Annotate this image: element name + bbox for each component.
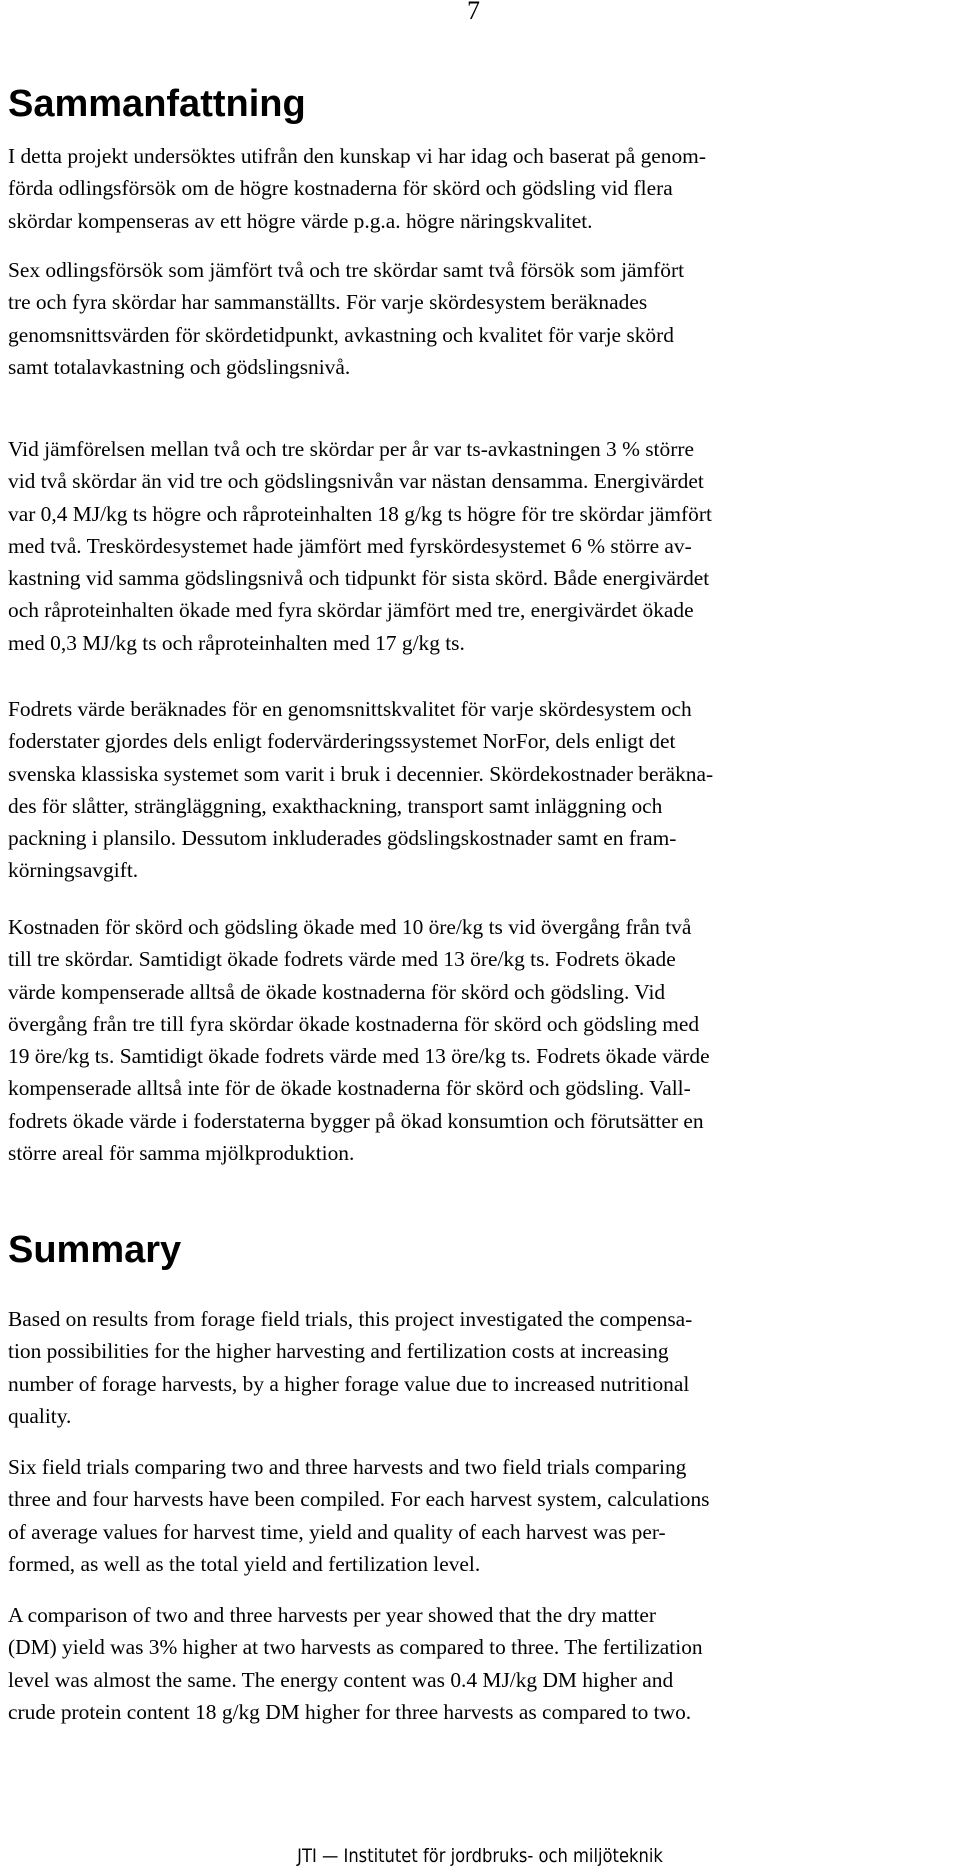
text-line: vid två skördar än vid tre och gödslingsnivån var nästan densamma. Energivärdet [8, 469, 704, 494]
text-line: of average values for harvest time, yield and quality of each harvest was per- [8, 1519, 666, 1544]
text-line: övergång från tre till fyra skördar ökade kostnaderna för skörd och gödsling med [8, 1011, 700, 1036]
text-line: tion possibilities for the higher harvesting and fertilization costs at increasing [8, 1339, 669, 1364]
text-line: kompenserade alltså inte för de ökade kostnaderna för skörd och gödsling. Vall- [8, 1076, 691, 1101]
text-line: samt totalavkastning och gödslingsnivå. [8, 354, 351, 379]
text-line: packning i plansilo. Dessutom inkluderades gödslingskostnader samt en fram- [8, 826, 677, 851]
sv-paragraph-2 [8, 254, 956, 383]
text-line: och råproteinhalten ökade med fyra skördar jämfört med tre, energivärdet ökade [8, 598, 694, 623]
text-line: genomsnittsvärden för skördetidpunkt, avkastning och kvalitet för varje skörd [8, 322, 674, 347]
text-line: level was almost the same. The energy content was 0.4 MJ/kg DM higher and [8, 1667, 674, 1692]
text-line: I detta projekt undersöktes utifrån den kunskap vi har idag och baserat på genom- [8, 144, 706, 168]
page-footer: JTI — Institutet för jordbruks- och miljöteknik [297, 1845, 663, 1867]
text-line: Six field trials comparing two and three harvests and two field trials comparing [8, 1455, 687, 1479]
heading-sammanfattning: Sammanfattning [8, 83, 306, 125]
text-line: 19 öre/kg ts. Samtidigt ökade fodrets värde med 13 öre/kg ts. Fodrets ökade värde [8, 1044, 710, 1069]
sv-paragraph-3 [8, 433, 956, 659]
text-line: värde kompenserade alltså de ökade kostnaderna för skörd och gödsling. Vid [8, 979, 666, 1004]
text-line: med 0,3 MJ/kg ts och råproteinhalten med 17 g/kg ts. [8, 630, 465, 655]
page-number: 7 [467, 0, 480, 25]
text-line: formed, as well as the total yield and fertilization level. [8, 1551, 481, 1576]
text-line: var 0,4 MJ/kg ts högre och råproteinhalten 18 g/kg ts högre för tre skördar jämfört [8, 501, 712, 526]
text-line: (DM) yield was 3% higher at two harvests as compared to three. The fertilization [8, 1635, 703, 1660]
text-line: crude protein content 18 g/kg DM higher for three harvests as compared to two. [8, 1699, 692, 1724]
en-paragraph-2 [8, 1451, 956, 1580]
text-line: skördar kompenseras av ett högre värde p.g.a. högre näringskvalitet. [8, 208, 593, 233]
text-line: förda odlingsförsök om de högre kostnaderna för skörd och gödsling vid flera [8, 176, 673, 201]
text-line: foderstater gjordes dels enligt fodervärderingssystemet NorFor, dels enligt det [8, 729, 676, 754]
text-line: three and four harvests have been compiled. For each harvest system, calculations [8, 1487, 710, 1512]
text-line: med två. Treskördesystemet hade jämfört med fyrskördesystemet 6 % större av- [8, 533, 692, 558]
text-line: Vid jämförelsen mellan två och tre skördar per år var ts-avkastningen 3 % större [8, 437, 694, 461]
text-line: Fodrets värde beräknades för en genomsnittskvalitet för varje skördesystem och [8, 697, 692, 721]
text-line: quality. [8, 1403, 72, 1428]
text-line: till tre skördar. Samtidigt ökade fodrets värde med 13 öre/kg ts. Fodrets ökade [8, 947, 676, 972]
text-line: svenska klassiska systemet som varit i bruk i decennier. Skördekostnader beräkna- [8, 761, 714, 786]
sv-paragraph-4 [8, 693, 956, 887]
text-line: Kostnaden för skörd och gödsling ökade med 10 öre/kg ts vid övergång från två [8, 915, 692, 939]
text-line: tre och fyra skördar har sammanställts. För varje skördesystem beräknades [8, 290, 648, 315]
en-paragraph-3 [8, 1599, 956, 1728]
text-line: Based on results from forage field trials, this project investigated the compensa- [8, 1307, 693, 1331]
text-line: Sex odlingsförsök som jämfört två och tre skördar samt två försök som jämfört [8, 258, 685, 282]
heading-summary: Summary [8, 1229, 182, 1271]
text-line: number of forage harvests, by a higher forage value due to increased nutritional [8, 1371, 690, 1396]
sv-paragraph-5 [8, 911, 956, 1169]
text-line: fodrets ökade värde i foderstaterna bygger på ökad konsumtion och förutsätter en [8, 1108, 704, 1133]
text-line: körningsavgift. [8, 858, 139, 883]
text-line: större areal för samma mjölkproduktion. [8, 1141, 355, 1166]
text-line: A comparison of two and three harvests per year showed that the dry matter [8, 1603, 657, 1627]
text-line: des för slåtter, strängläggning, exakthackning, transport samt inläggning och [8, 793, 663, 818]
sv-paragraph-1 [8, 140, 956, 237]
en-paragraph-1 [8, 1303, 956, 1432]
text-line: kastning vid samma gödslingsnivå och tidpunkt för sista skörd. Både energivärdet [8, 566, 710, 591]
